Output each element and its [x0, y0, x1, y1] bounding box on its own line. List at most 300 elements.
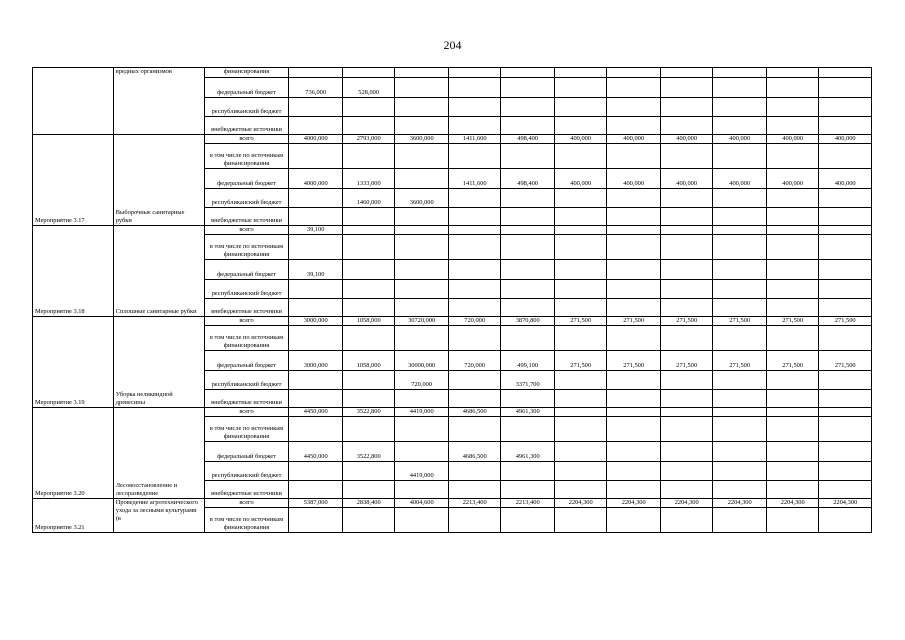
amount-cell — [448, 78, 501, 98]
amount-cell: 2204,300 — [766, 499, 819, 508]
amount-cell — [554, 280, 607, 299]
amount-cell — [448, 117, 501, 135]
amount-cell — [607, 481, 661, 499]
amount-cell — [395, 326, 449, 351]
amount-cell — [395, 390, 449, 408]
amount-cell — [607, 508, 661, 533]
amount-cell — [342, 260, 395, 280]
amount-cell — [342, 417, 395, 442]
amount-cell: 271,500 — [713, 351, 767, 371]
amount-cell: 400,000 — [766, 135, 819, 144]
amount-cell: 3000,000 — [289, 317, 343, 326]
funding-source-cell: республиканский бюджет — [204, 98, 289, 117]
amount-cell: 2213,400 — [448, 499, 501, 508]
amount-cell — [713, 408, 767, 417]
table-row — [33, 408, 872, 417]
amount-cell: 3522,800 — [342, 408, 395, 417]
event-name-cell: Сплошные санитарные рубки — [113, 226, 204, 317]
event-name-cell: Уборка неликвидной древесины — [113, 317, 204, 408]
amount-cell — [342, 144, 395, 169]
amount-cell — [660, 144, 713, 169]
funding-source-cell: в том числе по источникам финансирования — [204, 417, 289, 442]
amount-cell — [395, 117, 449, 135]
event-cell: Мероприятие 3.19 — [33, 317, 114, 408]
amount-cell — [713, 280, 767, 299]
amount-cell — [395, 98, 449, 117]
funding-source-cell: в том числе по источникам финансирования — [204, 144, 289, 169]
amount-cell — [448, 98, 501, 117]
amount-cell: 4000,000 — [289, 135, 343, 144]
funding-source-cell: всего — [204, 408, 289, 417]
funding-source-cell: финансирования — [204, 68, 289, 78]
amount-cell: 271,500 — [607, 317, 661, 326]
amount-cell: 720,000 — [395, 371, 449, 390]
amount-cell — [607, 462, 661, 481]
amount-cell — [766, 280, 819, 299]
amount-cell — [607, 226, 661, 235]
amount-cell — [501, 144, 555, 169]
amount-cell — [713, 326, 767, 351]
amount-cell — [766, 326, 819, 351]
amount-cell — [289, 417, 343, 442]
amount-cell — [554, 189, 607, 208]
amount-cell: 4686,500 — [448, 442, 501, 462]
amount-cell — [713, 260, 767, 280]
amount-cell: 3371,700 — [501, 371, 555, 390]
funding-source-cell: федеральный бюджет — [204, 169, 289, 189]
funding-source-cell: внебюджетные источники — [204, 481, 289, 499]
event-cell: Мероприятие 3.17 — [33, 135, 114, 226]
amount-cell — [501, 462, 555, 481]
amount-cell — [289, 299, 343, 317]
amount-cell — [713, 226, 767, 235]
amount-cell — [819, 371, 872, 390]
amount-cell — [448, 326, 501, 351]
amount-cell — [342, 371, 395, 390]
amount-cell: 4961,300 — [501, 408, 555, 417]
amount-cell — [660, 390, 713, 408]
amount-cell — [607, 299, 661, 317]
amount-cell: 271,500 — [554, 351, 607, 371]
amount-cell — [660, 117, 713, 135]
amount-cell — [607, 208, 661, 226]
funding-source-cell: республиканский бюджет — [204, 462, 289, 481]
amount-cell — [819, 260, 872, 280]
amount-cell — [819, 280, 872, 299]
amount-cell: 4000,000 — [289, 169, 343, 189]
amount-cell: 271,500 — [607, 351, 661, 371]
amount-cell — [395, 78, 449, 98]
amount-cell — [819, 442, 872, 462]
amount-cell — [819, 481, 872, 499]
amount-cell — [660, 78, 713, 98]
amount-cell: 2204,300 — [819, 499, 872, 508]
amount-cell — [448, 481, 501, 499]
amount-cell: 3522,800 — [342, 442, 395, 462]
amount-cell — [660, 98, 713, 117]
amount-cell — [395, 169, 449, 189]
amount-cell — [554, 326, 607, 351]
event-name-cell: Лесовосстановление и лесоразведение — [113, 408, 204, 499]
event-name-cell: вредных организмов — [113, 68, 204, 135]
amount-cell — [448, 371, 501, 390]
amount-cell — [342, 208, 395, 226]
amount-cell — [554, 78, 607, 98]
amount-cell: 271,500 — [766, 351, 819, 371]
amount-cell: 271,500 — [819, 351, 872, 371]
funding-source-cell: федеральный бюджет — [204, 78, 289, 98]
amount-cell: 400,000 — [819, 135, 872, 144]
amount-cell — [554, 481, 607, 499]
amount-cell: 2204,300 — [660, 499, 713, 508]
page-number: 204 — [443, 38, 462, 52]
amount-cell: 2838,400 — [342, 499, 395, 508]
amount-cell: 400,000 — [766, 169, 819, 189]
funding-source-cell: всего — [204, 135, 289, 144]
event-name-cell: Проведение агротехнического ухода за лесными культурами (в — [113, 499, 204, 533]
funding-source-cell: федеральный бюджет — [204, 442, 289, 462]
amount-cell: 39,100 — [289, 226, 343, 235]
amount-cell — [819, 144, 872, 169]
amount-cell — [554, 408, 607, 417]
funding-source-cell: федеральный бюджет — [204, 351, 289, 371]
amount-cell: 498,400 — [501, 169, 555, 189]
amount-cell — [713, 78, 767, 98]
amount-cell: 2204,300 — [713, 499, 767, 508]
amount-cell — [501, 68, 555, 78]
amount-cell: 1460,000 — [342, 189, 395, 208]
amount-cell: 271,500 — [766, 317, 819, 326]
amount-cell — [607, 235, 661, 260]
amount-cell — [660, 280, 713, 299]
amount-cell — [501, 98, 555, 117]
amount-cell — [395, 68, 449, 78]
table-row — [33, 226, 872, 235]
amount-cell: 499,100 — [501, 351, 555, 371]
amount-cell — [713, 481, 767, 499]
amount-cell — [289, 98, 343, 117]
amount-cell — [607, 371, 661, 390]
amount-cell: 4450,000 — [289, 442, 343, 462]
amount-cell — [554, 417, 607, 442]
amount-cell — [501, 326, 555, 351]
amount-cell — [554, 98, 607, 117]
amount-cell — [501, 299, 555, 317]
amount-cell: 498,400 — [501, 135, 555, 144]
amount-cell — [448, 508, 501, 533]
amount-cell — [713, 462, 767, 481]
funding-source-cell: всего — [204, 317, 289, 326]
amount-cell — [766, 417, 819, 442]
amount-cell — [289, 280, 343, 299]
event-cell — [33, 68, 114, 135]
amount-cell — [766, 117, 819, 135]
amount-cell: 2204,300 — [607, 499, 661, 508]
amount-cell: 528,000 — [342, 78, 395, 98]
amount-cell — [607, 68, 661, 78]
amount-cell — [448, 189, 501, 208]
amount-cell — [342, 326, 395, 351]
amount-cell — [395, 144, 449, 169]
amount-cell: 4450,000 — [289, 408, 343, 417]
amount-cell: 2204,300 — [554, 499, 607, 508]
amount-cell — [289, 68, 343, 78]
amount-cell — [501, 235, 555, 260]
amount-cell — [554, 235, 607, 260]
amount-cell: 271,500 — [660, 317, 713, 326]
amount-cell: 2793,000 — [342, 135, 395, 144]
amount-cell — [607, 117, 661, 135]
amount-cell: 400,000 — [713, 169, 767, 189]
amount-cell — [766, 189, 819, 208]
amount-cell — [713, 235, 767, 260]
funding-source-cell: внебюджетные источники — [204, 390, 289, 408]
amount-cell — [713, 299, 767, 317]
funding-source-cell: республиканский бюджет — [204, 280, 289, 299]
amount-cell: 271,500 — [554, 317, 607, 326]
amount-cell — [819, 189, 872, 208]
funding-source-cell: федеральный бюджет — [204, 260, 289, 280]
amount-cell — [713, 508, 767, 533]
amount-cell — [660, 462, 713, 481]
event-name-cell: Выборочные санитарные рубки — [113, 135, 204, 226]
amount-cell — [713, 208, 767, 226]
amount-cell — [819, 68, 872, 78]
amount-cell — [289, 235, 343, 260]
event-cell: Мероприятие 3.20 — [33, 408, 114, 499]
amount-cell — [342, 98, 395, 117]
amount-cell: 400,000 — [607, 135, 661, 144]
amount-cell — [713, 68, 767, 78]
amount-cell — [395, 235, 449, 260]
amount-cell — [554, 208, 607, 226]
amount-cell — [501, 508, 555, 533]
amount-cell: 4419,000 — [395, 462, 449, 481]
funding-source-cell: внебюджетные источники — [204, 208, 289, 226]
amount-cell — [766, 390, 819, 408]
amount-cell: 400,000 — [819, 169, 872, 189]
amount-cell — [395, 226, 449, 235]
event-cell: Мероприятие 3.21 — [33, 499, 114, 533]
amount-cell — [395, 508, 449, 533]
amount-cell — [660, 442, 713, 462]
amount-cell: 400,000 — [660, 169, 713, 189]
amount-cell — [660, 235, 713, 260]
funding-source-cell: в том числе по источникам финансирования — [204, 235, 289, 260]
funding-source-cell: республиканский бюджет — [204, 189, 289, 208]
amount-cell — [448, 208, 501, 226]
amount-cell — [554, 390, 607, 408]
amount-cell — [448, 390, 501, 408]
amount-cell — [819, 98, 872, 117]
amount-cell — [395, 208, 449, 226]
amount-cell: 271,500 — [819, 317, 872, 326]
amount-cell — [660, 481, 713, 499]
amount-cell — [819, 462, 872, 481]
amount-cell — [660, 371, 713, 390]
amount-cell — [766, 144, 819, 169]
amount-cell — [766, 260, 819, 280]
amount-cell — [660, 326, 713, 351]
amount-cell — [342, 280, 395, 299]
amount-cell — [448, 260, 501, 280]
amount-cell: 39,100 — [289, 260, 343, 280]
amount-cell — [819, 390, 872, 408]
amount-cell: 3600,000 — [395, 135, 449, 144]
amount-cell — [607, 98, 661, 117]
amount-cell — [395, 260, 449, 280]
amount-cell — [819, 326, 872, 351]
amount-cell — [554, 144, 607, 169]
amount-cell — [607, 280, 661, 299]
amount-cell — [342, 299, 395, 317]
funding-source-cell: республиканский бюджет — [204, 371, 289, 390]
amount-cell — [713, 98, 767, 117]
amount-cell — [819, 508, 872, 533]
funding-source-cell: внебюджетные источники — [204, 117, 289, 135]
amount-cell: 720,000 — [448, 317, 501, 326]
amount-cell — [660, 208, 713, 226]
amount-cell — [819, 408, 872, 417]
amount-cell: 4686,500 — [448, 408, 501, 417]
funding-source-cell: всего — [204, 226, 289, 235]
amount-cell: 30720,000 — [395, 317, 449, 326]
amount-cell — [289, 144, 343, 169]
amount-cell — [395, 299, 449, 317]
amount-cell — [819, 235, 872, 260]
table-row — [33, 317, 872, 326]
amount-cell — [660, 189, 713, 208]
amount-cell: 2213,400 — [501, 499, 555, 508]
amount-cell — [607, 408, 661, 417]
amount-cell — [766, 98, 819, 117]
amount-cell — [607, 78, 661, 98]
amount-cell — [448, 462, 501, 481]
amount-cell: 736,000 — [289, 78, 343, 98]
amount-cell — [289, 462, 343, 481]
amount-cell — [501, 226, 555, 235]
amount-cell — [395, 481, 449, 499]
amount-cell: 1411,600 — [448, 169, 501, 189]
amount-cell — [289, 390, 343, 408]
amount-cell — [554, 442, 607, 462]
amount-cell — [819, 78, 872, 98]
amount-cell — [448, 235, 501, 260]
amount-cell: 271,500 — [713, 317, 767, 326]
amount-cell — [660, 417, 713, 442]
amount-cell — [501, 208, 555, 226]
amount-cell — [713, 417, 767, 442]
amount-cell — [289, 481, 343, 499]
amount-cell — [448, 280, 501, 299]
amount-cell — [395, 442, 449, 462]
amount-cell — [554, 299, 607, 317]
amount-cell: 5387,000 — [289, 499, 343, 508]
amount-cell — [713, 189, 767, 208]
amount-cell — [607, 417, 661, 442]
amount-cell — [289, 326, 343, 351]
amount-cell — [501, 117, 555, 135]
amount-cell: 3600,000 — [395, 189, 449, 208]
amount-cell: 3000,000 — [289, 351, 343, 371]
amount-cell — [819, 208, 872, 226]
amount-cell — [766, 508, 819, 533]
amount-cell: 4419,000 — [395, 408, 449, 417]
amount-cell — [713, 390, 767, 408]
amount-cell — [607, 442, 661, 462]
amount-cell — [342, 235, 395, 260]
amount-cell — [289, 117, 343, 135]
amount-cell — [501, 78, 555, 98]
amount-cell — [766, 78, 819, 98]
amount-cell — [501, 390, 555, 408]
amount-cell — [660, 68, 713, 78]
amount-cell: 400,000 — [713, 135, 767, 144]
amount-cell — [448, 299, 501, 317]
amount-cell: 3870,800 — [501, 317, 555, 326]
amount-cell: 4004,600 — [395, 499, 449, 508]
amount-cell — [713, 371, 767, 390]
funding-source-cell: в том числе по источникам финансирования — [204, 326, 289, 351]
amount-cell — [660, 508, 713, 533]
amount-cell — [607, 326, 661, 351]
amount-cell — [607, 189, 661, 208]
amount-cell — [766, 208, 819, 226]
amount-cell — [554, 117, 607, 135]
amount-cell: 30000,000 — [395, 351, 449, 371]
amount-cell — [660, 408, 713, 417]
amount-cell — [395, 280, 449, 299]
event-cell: Мероприятие 3.18 — [33, 226, 114, 317]
amount-cell — [766, 481, 819, 499]
amount-cell — [819, 417, 872, 442]
amount-cell — [554, 508, 607, 533]
funding-source-cell: всего — [204, 499, 289, 508]
amount-cell — [501, 189, 555, 208]
amount-cell — [766, 371, 819, 390]
amount-cell — [766, 442, 819, 462]
amount-cell — [501, 260, 555, 280]
amount-cell — [448, 226, 501, 235]
amount-cell — [342, 508, 395, 533]
amount-cell — [766, 226, 819, 235]
amount-cell — [766, 299, 819, 317]
budget-table — [32, 67, 872, 533]
amount-cell — [342, 390, 395, 408]
amount-cell — [819, 117, 872, 135]
amount-cell — [660, 299, 713, 317]
amount-cell — [342, 117, 395, 135]
amount-cell — [766, 235, 819, 260]
table-row — [33, 135, 872, 144]
amount-cell — [554, 371, 607, 390]
amount-cell — [289, 371, 343, 390]
amount-cell: 1058,000 — [342, 317, 395, 326]
amount-cell — [342, 462, 395, 481]
amount-cell — [766, 408, 819, 417]
amount-cell — [448, 417, 501, 442]
amount-cell — [342, 226, 395, 235]
amount-cell — [501, 481, 555, 499]
amount-cell — [448, 68, 501, 78]
table-row — [33, 499, 872, 508]
amount-cell — [819, 299, 872, 317]
amount-cell — [766, 462, 819, 481]
amount-cell — [660, 260, 713, 280]
table-row — [33, 68, 872, 78]
amount-cell — [554, 226, 607, 235]
amount-cell — [448, 144, 501, 169]
